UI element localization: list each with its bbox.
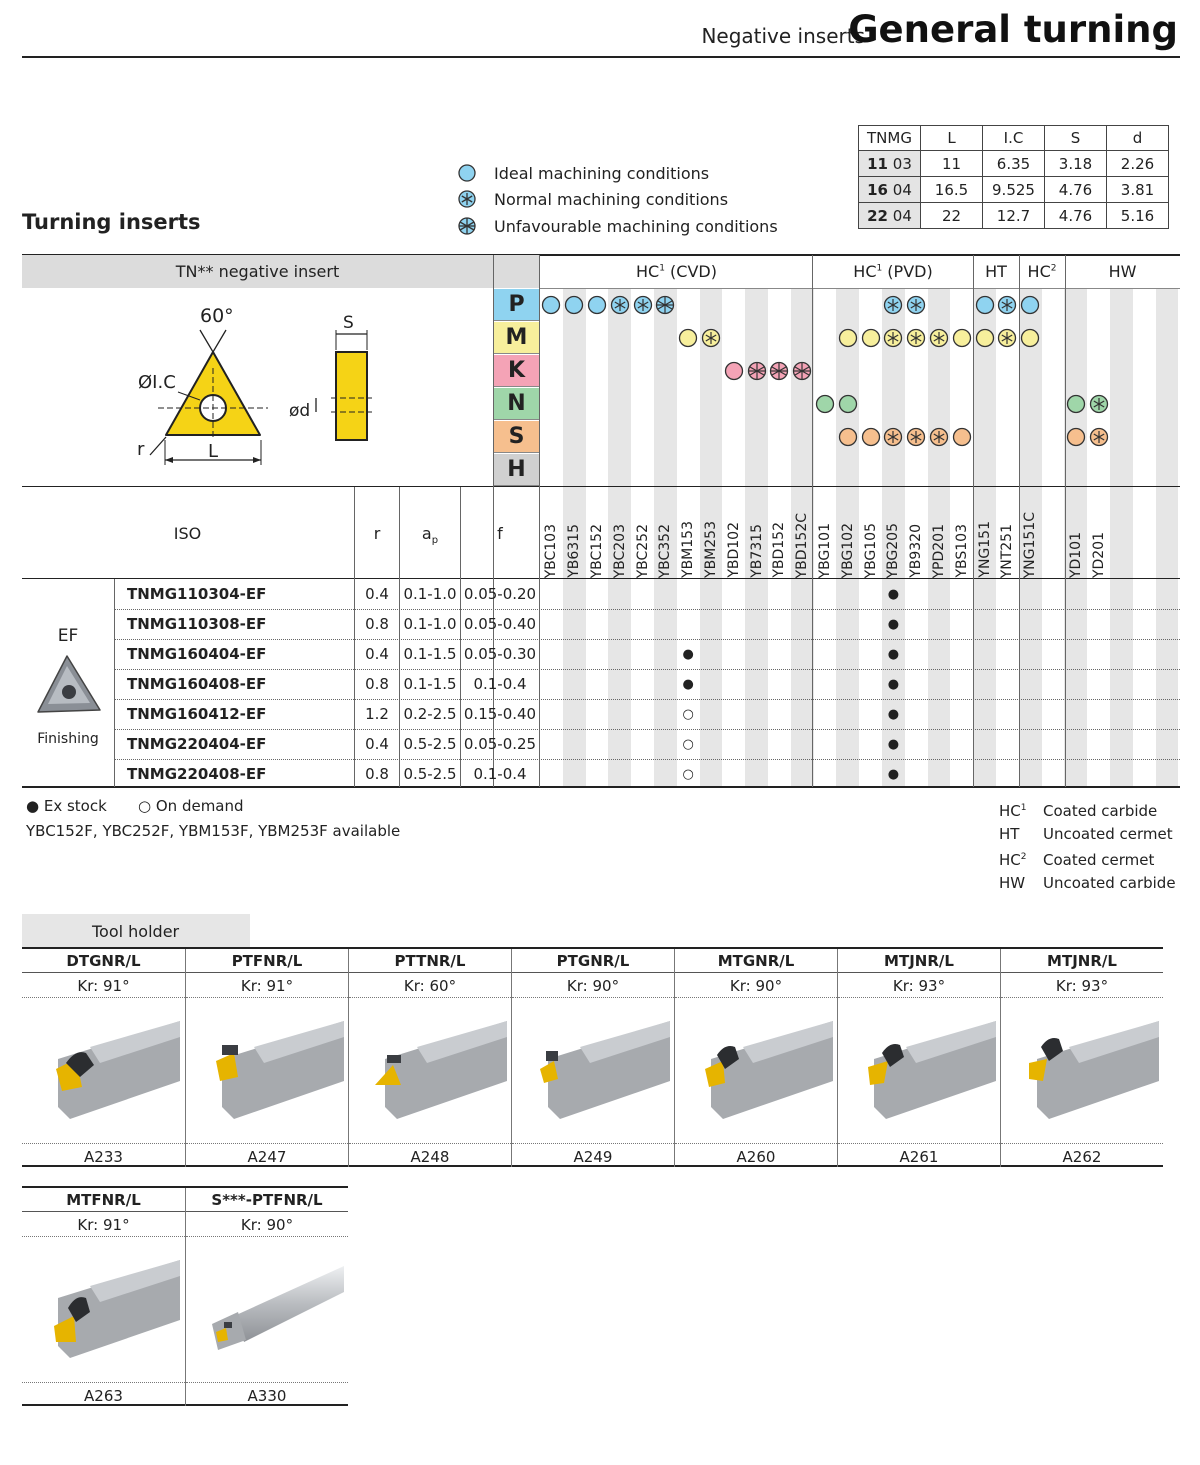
availability-mark: ● (887, 676, 900, 692)
insert-iso: TNMG160408-EF (127, 675, 267, 693)
insert-group-label: Finishing (37, 731, 99, 747)
dim-code: 11 03 (859, 151, 921, 177)
tool-holder-kr: Kr: 90° (675, 974, 837, 998)
ideal-circle-icon (838, 427, 858, 447)
ideal-circle-icon (724, 361, 744, 381)
dim-header: L (921, 126, 983, 151)
availability-mark: ● (887, 736, 900, 752)
dim-l: 16.5 (921, 177, 983, 203)
tool-holder-name: PTFNR/L (186, 949, 348, 973)
ex-stock-note: ● Ex stock (26, 797, 107, 815)
grade-label: YBS103 (953, 524, 970, 578)
dim-header: I.C (983, 126, 1045, 151)
insert-f: 0.1-0.4 (473, 675, 527, 693)
dim-s: 4.76 (1045, 177, 1107, 203)
insert-ap: 0.2-2.5 (403, 705, 457, 723)
diagram-ic: ØI.C (138, 372, 176, 393)
tool-holder-page[interactable]: A261 (838, 1143, 1000, 1167)
ideal-circle-icon (838, 328, 858, 348)
diagram-l: L (208, 441, 219, 462)
tool-holder-name: DTGNR/L (22, 949, 185, 973)
grade-label: YBD102 (725, 522, 742, 578)
material-n: N (494, 388, 539, 420)
dim-ic: 6.35 (983, 151, 1045, 177)
tool-holder-kr: Kr: 93° (838, 974, 1000, 998)
insert-r: 0.8 (365, 765, 389, 783)
insert-r: 0.8 (365, 615, 389, 633)
normal-star-circle-icon (458, 190, 476, 208)
normal-star-circle-icon (997, 295, 1017, 315)
availability-mark: ● (887, 586, 900, 602)
grade-label: YBC203 (611, 523, 628, 578)
grade-label: YBG105 (862, 522, 879, 578)
ideal-circle-icon (838, 394, 858, 414)
normal-star-circle-icon (929, 328, 949, 348)
tool-holder-page[interactable]: A263 (22, 1382, 185, 1406)
dim-s: 4.76 (1045, 203, 1107, 229)
diagram-d: ød (289, 401, 311, 421)
availability-mark: ● (682, 676, 694, 692)
insert-iso: TNMG160412-EF (127, 705, 267, 723)
tool-holder-kr: Kr: 91° (22, 974, 185, 998)
available-note: YBC152F, YBC252F, YBM153F, YBM253F available (26, 822, 401, 840)
material-p: P (494, 289, 539, 321)
tool-holder-icon (846, 1007, 996, 1127)
iso-header: ISO (173, 524, 202, 543)
insert-iso: TNMG110304-EF (127, 585, 267, 603)
legend-label: Normal machining conditions (494, 189, 729, 209)
normal-star-circle-icon (906, 295, 926, 315)
tool-holder-card[interactable] (185, 1188, 348, 1406)
insert-ap: 0.1-1.5 (403, 675, 457, 693)
dim-l: 22 (921, 203, 983, 229)
dim-row (859, 203, 1169, 229)
grade-label: YBC103 (543, 523, 560, 578)
tool-holder-kr: Kr: 60° (349, 974, 511, 998)
grade-label: YBC152 (588, 523, 605, 578)
group-header-hc1-cvd: $HC^1$ (CVD) (636, 262, 717, 281)
tool-holder-icon (520, 1007, 670, 1127)
insert-iso: TNMG220404-EF (127, 735, 267, 753)
availability-mark: ● (887, 616, 900, 632)
grade-label: YBM153 (680, 521, 697, 578)
grade-label: YNG151C (1022, 511, 1039, 578)
tool-holder-title: Tool holder (22, 914, 250, 948)
grade-label: YD201 (1090, 531, 1107, 578)
material-h: H (494, 454, 539, 486)
tool-holder-icon (194, 1246, 344, 1366)
abbr-item: HT Uncoated cermet (999, 825, 1173, 843)
availability-mark: ○ (682, 706, 694, 722)
dim-code: 16 04 (859, 177, 921, 203)
dim-l: 11 (921, 151, 983, 177)
ideal-circle-icon (952, 427, 972, 447)
grade-label: YD101 (1067, 531, 1084, 578)
ideal-circle-icon (975, 295, 995, 315)
tool-holder-icon (194, 1007, 344, 1127)
availability-mark: ● (887, 646, 900, 662)
tool-holder-kr: Kr: 93° (1001, 974, 1163, 998)
insert-title: TN** negative insert (175, 262, 340, 281)
group-header-hc1-pvd: $HC^1$ (PVD) (853, 262, 933, 281)
ideal-circle-icon (861, 328, 881, 348)
insert-f: 0.05-0.25 (463, 735, 537, 753)
insert-group-code: EF (57, 626, 79, 646)
grade-label: YBG102 (839, 522, 856, 578)
normal-star-circle-icon (610, 295, 630, 315)
normal-star-circle-icon (701, 328, 721, 348)
dimensions-table (858, 125, 1169, 229)
tool-holder-name: MTJNR/L (838, 949, 1000, 973)
tool-holder-card[interactable] (22, 1188, 185, 1406)
grade-label: YB7315 (748, 524, 765, 578)
insert-f: 0.05-0.40 (463, 615, 537, 633)
dim-row (859, 151, 1169, 177)
unfavourable-star-icon (655, 295, 675, 315)
grade-label: YBG101 (816, 522, 833, 578)
header-title: General turning (848, 8, 1178, 51)
grade-label: YNT251 (999, 523, 1016, 578)
column-stripe (1156, 288, 1179, 787)
tool-holder-card[interactable] (1000, 949, 1163, 1167)
dim-code: 22 04 (859, 203, 921, 229)
ef-insert-icon (34, 652, 104, 718)
tool-holder-card[interactable] (348, 949, 511, 1167)
f-header: f (497, 524, 503, 543)
ideal-circle-icon (975, 328, 995, 348)
insert-f: 0.1-0.4 (473, 765, 527, 783)
tool-holder-name: MTFNR/L (22, 1188, 185, 1212)
material-corner (494, 255, 539, 288)
insert-f: 0.05-0.30 (463, 645, 537, 663)
grade-label: YBG205 (885, 522, 902, 578)
normal-star-circle-icon (1089, 394, 1109, 414)
abbr-item: $HC^2$ Coated cermet (999, 851, 1155, 869)
insert-ap: 0.1-1.0 (403, 585, 457, 603)
dim-row (859, 177, 1169, 203)
ideal-circle-icon (1066, 394, 1086, 414)
header-subtitle: Negative inserts (701, 24, 865, 48)
tool-holder-icon (1009, 1007, 1159, 1127)
abbreviation-list (999, 797, 1176, 895)
diagram-s: S (343, 313, 354, 333)
ideal-circle-icon (541, 295, 561, 315)
normal-star-circle-icon (633, 295, 653, 315)
material-k: K (494, 355, 539, 387)
normal-star-circle-icon (906, 427, 926, 447)
insert-r: 0.4 (365, 585, 389, 603)
insert-iso: TNMG160404-EF (127, 645, 267, 663)
grade-label: YPD201 (930, 523, 947, 578)
insert-ap: 0.1-1.0 (403, 615, 457, 633)
availability-mark: ● (887, 766, 900, 782)
dim-d: 2.26 (1107, 151, 1169, 177)
tool-holder-kr: Kr: 90° (186, 1213, 348, 1237)
insert-f: 0.05-0.20 (463, 585, 537, 603)
tool-holder-name: S***-PTFNR/L (186, 1188, 348, 1212)
grade-label: YB9320 (908, 524, 925, 578)
availability-mark: ○ (682, 766, 694, 782)
material-m: M (494, 322, 539, 354)
tool-holder-kr: Kr: 91° (186, 974, 348, 998)
tool-holder-kr: Kr: 91° (22, 1213, 185, 1237)
grade-label: YNG151 (976, 521, 993, 578)
unfavourable-star-icon (769, 361, 789, 381)
ap-header: $a_p$ (421, 524, 439, 547)
grade-label: YBD152 (771, 522, 788, 578)
normal-star-circle-icon (883, 427, 903, 447)
ideal-circle-icon (952, 328, 972, 348)
r-header: r (373, 524, 381, 543)
legend-label: Unfavourable machining conditions (494, 216, 778, 236)
dim-d: 5.16 (1107, 203, 1169, 229)
legend-label: Ideal machining conditions (494, 163, 710, 183)
tool-holder-kr: Kr: 90° (512, 974, 674, 998)
section-title: Turning inserts (22, 210, 201, 234)
ideal-circle-icon (458, 164, 476, 182)
grade-label: YBD152C (794, 512, 811, 578)
ideal-circle-icon (678, 328, 698, 348)
group-header-ht: HT (985, 262, 1007, 281)
unfavourable-star-icon (792, 361, 812, 381)
dim-header: TNMG (859, 126, 921, 151)
dim-header: d (1107, 126, 1169, 151)
abbr-item: HW Uncoated carbide (999, 874, 1176, 892)
normal-star-circle-icon (929, 427, 949, 447)
ideal-circle-icon (1020, 295, 1040, 315)
insert-r: 0.4 (365, 735, 389, 753)
insert-r: 1.2 (365, 705, 389, 723)
dim-header: S (1045, 126, 1107, 151)
availability-mark: ● (682, 646, 694, 662)
unfavourable-star-icon (747, 361, 767, 381)
tool-holder-page[interactable]: A330 (186, 1382, 348, 1406)
legend-ideal (458, 161, 709, 185)
tool-holder-name: MTGNR/L (675, 949, 837, 973)
grid-line (22, 486, 1180, 487)
tool-holder-page[interactable]: A260 (675, 1143, 837, 1167)
tool-holder-icon (683, 1007, 833, 1127)
diagram-angle: 60° (200, 305, 234, 327)
tool-holder-page[interactable]: A247 (186, 1143, 348, 1167)
grade-label: YB6315 (566, 524, 583, 578)
insert-r: 0.4 (365, 645, 389, 663)
tool-holder-icon (30, 1246, 180, 1366)
normal-star-circle-icon (997, 328, 1017, 348)
insert-iso: TNMG220408-EF (127, 765, 267, 783)
availability-mark: ○ (682, 736, 694, 752)
grade-label: YBC352 (657, 523, 674, 578)
tool-holder-card[interactable] (22, 949, 185, 1167)
ideal-circle-icon (861, 427, 881, 447)
ideal-circle-icon (815, 394, 835, 414)
dim-s: 3.18 (1045, 151, 1107, 177)
insert-r: 0.8 (365, 675, 389, 693)
tool-holder-page[interactable]: A233 (22, 1143, 185, 1167)
tool-holder-card[interactable] (511, 949, 674, 1167)
grade-label: YBM253 (702, 521, 719, 578)
group-header-hc2: $HC^2$ (1027, 262, 1057, 281)
ideal-circle-icon (1066, 427, 1086, 447)
group-header-hw: HW (1108, 262, 1137, 281)
insert-f: 0.15-0.40 (463, 705, 537, 723)
tool-holder-page[interactable]: A249 (512, 1143, 674, 1167)
normal-star-circle-icon (906, 328, 926, 348)
dim-ic: 12.7 (983, 203, 1045, 229)
tool-holder-name: PTTNR/L (349, 949, 511, 973)
dim-ic: 9.525 (983, 177, 1045, 203)
insert-side-view-icon (316, 330, 372, 440)
normal-star-circle-icon (883, 328, 903, 348)
grade-label: YBC252 (634, 523, 651, 578)
normal-star-circle-icon (883, 295, 903, 315)
unfavourable-star-icon (458, 217, 476, 235)
tool-holder-name: MTJNR/L (1001, 949, 1163, 973)
insert-ap: 0.5-2.5 (403, 735, 457, 753)
tool-holder-name: PTGNR/L (512, 949, 674, 973)
tool-holder-page[interactable]: A262 (1001, 1143, 1163, 1167)
grid-line (540, 288, 1180, 289)
material-s: S (494, 421, 539, 453)
tool-holder-icon (30, 1007, 180, 1127)
tool-holder-card[interactable] (674, 949, 837, 1167)
tool-holder-card[interactable] (185, 949, 348, 1167)
ideal-circle-icon (564, 295, 584, 315)
abbr-item: $HC^1$ Coated carbide (999, 802, 1158, 820)
normal-star-circle-icon (1089, 427, 1109, 447)
tool-holder-card[interactable] (837, 949, 1000, 1167)
tool-holder-icon (357, 1007, 507, 1127)
tool-holder-page[interactable]: A248 (349, 1143, 511, 1167)
availability-mark: ● (887, 706, 900, 722)
ideal-circle-icon (1020, 328, 1040, 348)
legend-normal (458, 187, 728, 211)
insert-ap: 0.1-1.5 (403, 645, 457, 663)
column-stripe (1110, 288, 1133, 787)
insert-ap: 0.5-2.5 (403, 765, 457, 783)
grid-line (114, 579, 115, 787)
insert-iso: TNMG110308-EF (127, 615, 267, 633)
dim-d: 3.81 (1107, 177, 1169, 203)
ideal-circle-icon (587, 295, 607, 315)
legend-unfavourable (458, 214, 778, 238)
diagram-r: r (137, 439, 145, 460)
header-divider (22, 56, 1180, 58)
on-demand-note: ○ On demand (138, 797, 244, 815)
